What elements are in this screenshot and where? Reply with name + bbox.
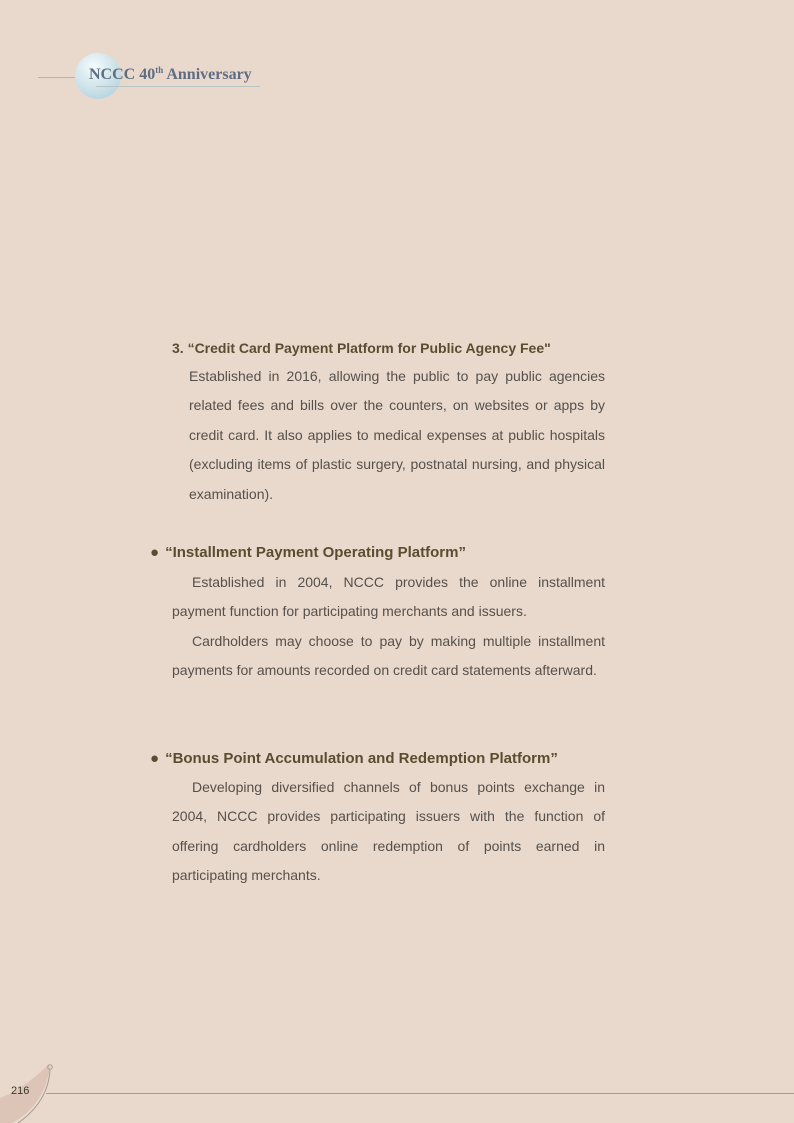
installment-heading [150,544,466,561]
item-3-body [189,362,605,509]
footer-corner-ornament [0,1060,60,1123]
header-title-rest: Anniversary [163,66,252,83]
item-3-paragraph: Established in 2016, allowing the public to pay public agencies related fees and bills over the counters, on websites or apps by credit card. It also applies to medical expenses at public hospitals (excluding items of plastic surgery, postnatal nursing, and physical examination). [189,368,605,502]
header-title-main: NCCC 40 [89,66,156,83]
footer-rule [46,1093,794,1094]
header-title-superscript: th [155,65,164,75]
installment-paragraph-1: Established in 2004, NCCC provides the online installment payment function for participating merchants and issuers. [172,574,605,620]
installment-paragraph-2: Cardholders may choose to pay by making multiple installment payments for amounts recorded on credit card statements afterward. [172,632,605,679]
page-number: 216 [11,1085,30,1097]
item-3-heading: 3. “Credit Card Payment Platform for Public Agency Fee" [172,340,551,356]
bonus-body [172,773,605,891]
bonus-paragraph-1: Developing diversified channels of bonus points exchange in 2004, NCCC provides participating issuers with the function of offering cardholders online redemption of points earned in participating merchants. [172,779,605,884]
running-header-title [89,66,252,84]
installment-heading-text: “Installment Payment Operating Platform” [165,544,466,561]
header-rule-left [38,77,76,78]
bullet-icon: ● [150,750,160,767]
bonus-heading-text: “Bonus Point Accumulation and Redemption Platform” [165,750,558,767]
installment-body [172,568,605,686]
header-rule-underline [96,86,260,87]
bonus-heading [150,750,558,767]
bullet-icon: ● [150,544,160,561]
